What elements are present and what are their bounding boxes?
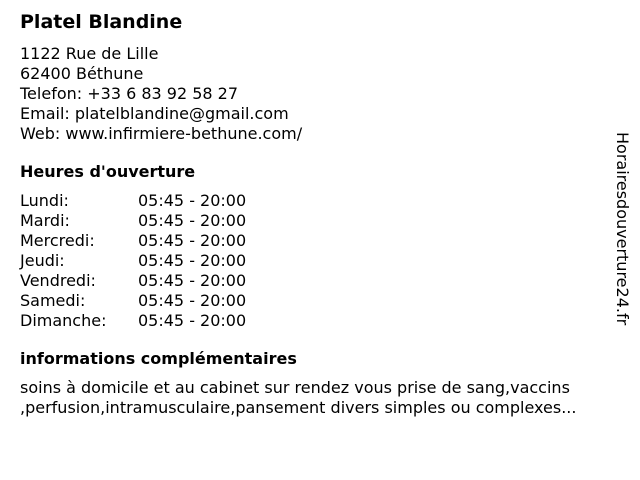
web-line: Web: www.infirmiere-bethune.com/ bbox=[20, 124, 303, 143]
time-value: 05:45 - 20:00 bbox=[138, 211, 247, 230]
hours-row-tuesday bbox=[20, 211, 620, 231]
day-label: Jeudi: bbox=[20, 251, 65, 270]
hours-title: Heures d'ouverture bbox=[20, 162, 196, 181]
day-label: Dimanche: bbox=[20, 311, 107, 330]
hours-row-sunday bbox=[20, 311, 620, 331]
site-watermark: Horairesdouverture24.fr bbox=[613, 132, 632, 326]
day-label: Mardi: bbox=[20, 211, 70, 230]
time-value: 05:45 - 20:00 bbox=[138, 311, 247, 330]
business-name: Platel Blandine bbox=[20, 11, 183, 33]
info-text: soins à domicile et au cabinet sur rendez vous prise de sang,vaccins ,perfusion,intramusculaire,pansement divers simples ou complexes... bbox=[20, 378, 577, 417]
day-label: Samedi: bbox=[20, 291, 86, 310]
hours-row-friday bbox=[20, 271, 620, 291]
info-title: informations complémentaires bbox=[20, 349, 297, 368]
business-card bbox=[20, 10, 620, 418]
day-label: Mercredi: bbox=[20, 231, 95, 250]
time-value: 05:45 - 20:00 bbox=[138, 251, 247, 270]
hours-row-monday bbox=[20, 191, 620, 211]
phone-line: Telefon: +33 6 83 92 58 27 bbox=[20, 84, 239, 103]
day-label: Vendredi: bbox=[20, 271, 96, 290]
hours-row-thursday bbox=[20, 251, 620, 271]
time-value: 05:45 - 20:00 bbox=[138, 271, 247, 290]
time-value: 05:45 - 20:00 bbox=[138, 191, 247, 210]
hours-table bbox=[20, 191, 620, 331]
address-street: 1122 Rue de Lille bbox=[20, 44, 159, 63]
hours-row-wednesday bbox=[20, 231, 620, 251]
address-city: 62400 Béthune bbox=[20, 64, 144, 83]
hours-row-saturday bbox=[20, 291, 620, 311]
time-value: 05:45 - 20:00 bbox=[138, 231, 247, 250]
day-label: Lundi: bbox=[20, 191, 69, 210]
time-value: 05:45 - 20:00 bbox=[138, 291, 247, 310]
email-line: Email: platelblandine@gmail.com bbox=[20, 104, 289, 123]
